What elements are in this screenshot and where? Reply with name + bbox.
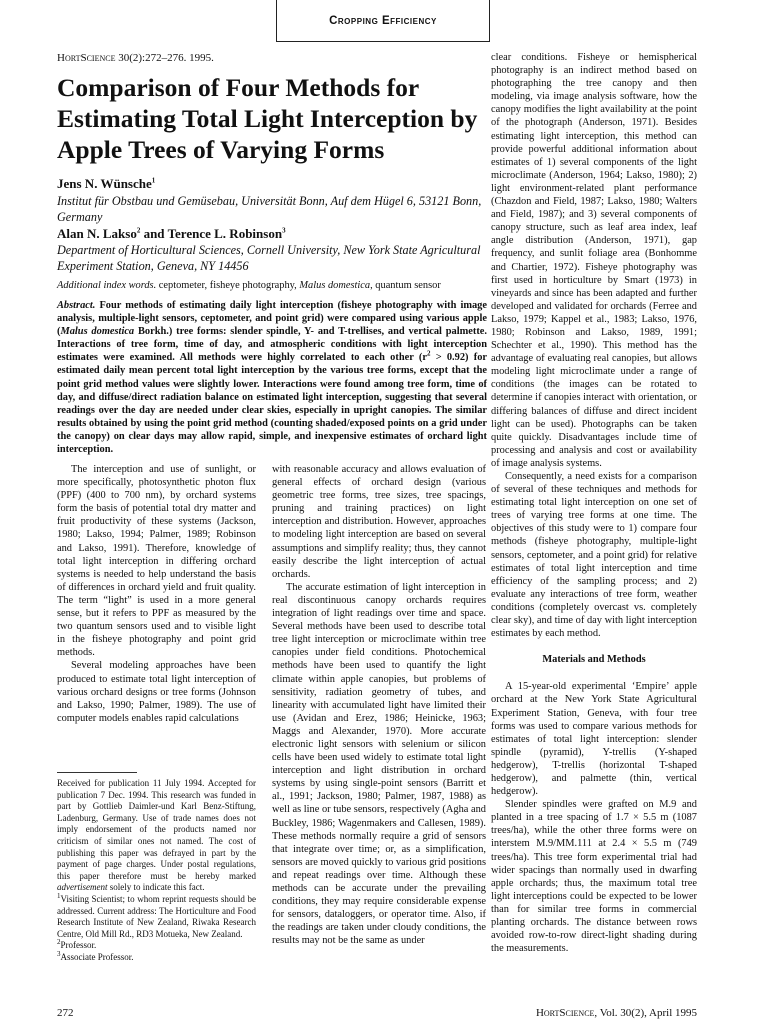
body-paragraph: A 15-year-old experimental ‘Empire’ apple orchard at the New York State Agricultural Experiment Station, Geneva, with four tree forms was used to compare various methods for estimates of total light interception: slender spindle (pyramid), Y-trellis (Y-shaped hedgerow), T-trellis (horizontal T-shaped hedgerow), and palmette (thin, vertical hedgerow). xyxy=(491,681,697,798)
body-paragraph: The accurate estimation of light interception in real discontinuous canopy orchards requires integration of light readings over time and space. Several methods have been used to describe total tree light interception or microclimate within tree canopies under field conditions. Photochemical methods have been used to quantify the light climate within apple canopies, but problems of sensitivity, radiation geometry of tubes, and linearity with accumulated light have limited their use (Avidan and Erez, 1986; Heinicke, 1963; Maggs and Alexander, 1970). More accurate electronic light sensors with selenium or silicon cells have been used widely to estimate total light interception and light distribution in orchard systems by using single-point sensors (Barritt et al., 1991; Jackson, 1980; Palmer, 1987, 1988) as well as line or tube sensors, respectively (Agha and Buckley, 1986; Wagenmakers and Callesen, 1989). These methods normally require a grid of sensors that integrate over time; or, as a simplification, sensors are moved quickly to various grid positions and repeat readings over time. Although these methods can be accurate under the prevailing conditions, they may require considerable expense for sensors, dataloggers, or operator time. Also, if the readings are taken under cloudy conditions, the results may not be the same as under xyxy=(272,581,486,947)
abstract-text: Borkh.) tree forms: slender spindle, Y- and T-trellises, and vertical palmette. Interactions of tree form, time of day, and atmospheric conditions with light interception estimates were examined. All methods were highly correlated to each other (r xyxy=(57,326,487,364)
author-line-2 xyxy=(57,226,286,242)
footnote-rule xyxy=(57,772,137,773)
section-heading: Materials and Methods xyxy=(542,654,646,666)
body-paragraph: clear conditions. Fisheye or hemispherical photography is an indirect method based on photographing the tree canopy and then modeling, via image analysis software, how the canopy modifies the light availability at the point of the photograph (Anderson, 1971). Besides estimating light interception, this method can provide powerful additional information about estimates of 1) several components of the light microclimate (Anderson, 1964; Lakso, 1980); 2) light environment-related plant performance (Chazdon and Field, 1987; Lakso, 1980; Walters and Field, 1987); and 3) several components of canopy structure, such as leaf area index, leaf angle distribution (Anderson, 1971), gap frequency, and sunlit foliage area (Bonhomme and Chartier, 1972). Fisheye photography was first used in horticulture by Smart (1973) in vineyards and since has been adapted and further developed and validated for orchards (Ferree and Lakso, 1979; Kappel et al., 1983; Lakso, 1976, 1980; Robinson and Lakso, 1989, 1991; Schechter et al., 1990). This method has the advantage of evaluating real canopies, but allows modeling light microclimate under a range of conditions (the images can be rotated to determine if canopies interact with orientation, or differing balances of diffuse and direct incident light can be used). Photographs can be taken quite quickly. Disadvantages include time of processing and analysis and cost or availability of image analysis systems. xyxy=(491,52,697,469)
footnote-mark: 2 xyxy=(57,938,61,947)
footnote-1 xyxy=(57,891,256,940)
footnote-italic: advertisement xyxy=(57,882,108,893)
body-paragraph: with reasonable accuracy and allows evaluation of general effects of orchard design (various geometric tree forms, tree sizes, tree spacings, pruning and training practices) on light interception and distribution. However, approaches to modeling light interception are based on several assumptions and simplify reality; thus, they cannot easily describe the light interception of actual orchards. xyxy=(272,464,486,580)
author-name: Terence L. Robinson xyxy=(167,226,283,241)
footnote-text: Visiting Scientist; to whom reprint requests should be addressed. Current address: The Horticulture and Food Research Institute of New Zealand, Riwaka Research Centre, Old Mill Rd., RD3 Motueka, New Zealand. xyxy=(57,893,256,939)
footnote-text: Received for publication 11 July 1994. Accepted for publication 7 Dec. 1994. This research was funded in part by Gottlieb Daimler-und Karl Benz-Stiftung, Ladenburg, Germany. Use of trade names does not imply endorsement of the products named nor criticism of similar ones not named. The cost of publishing this paper was defrayed in part by the payment of page charges. Under postal regulations, this paper therefore must be hereby marked xyxy=(57,778,256,881)
body-paragraph: Consequently, a need exists for a comparison of several of these techniques and methods for estimating total light interception on one set of trees of varying tree forms at one time. The objectives of this study were to 1) compare four methods (fisheye photography, multiple-light sensors, ceptometer, and a point grid) for relative estimates of total light interception and time efficiency of the sampling process; and 2) evaluate any interactions of tree form, weather conditions (completely overcast vs. completely clear sky), and time of day with light interception estimates by each method. xyxy=(491,471,697,640)
body-paragraph: Several modeling approaches have been produced to estimate total light interception of various orchard designs or tree forms (Johnson and Lakso, 1990; Palmer, 1989). The use of computer models enables rapid calculations xyxy=(57,660,256,724)
index-words-species: Malus domestica xyxy=(299,280,371,291)
index-words-text: , quantum sensor xyxy=(370,280,441,291)
affiliation-2: Department of Horticultural Sciences, Cornell University, New York State Agricultural Experiment Station, Geneva, NY 14456 xyxy=(57,243,481,273)
footnote-2 xyxy=(57,940,256,952)
abstract-text: > 0.92) for estimated daily mean percent total light interception by the various tree forms, except that the point grid method values were slightly lower. Interactions were found among tree form, time of day, and diffuse/direct radiation balance on estimated light interception, suggesting that several readings over the day are needed under clear skies, especially in upright canopies. The similar results obtained by using the point grid method (counting shaded/exposed points on a grid under the canopy) on clear days may allow rapid, simple, and inexpensive estimates of orchard light interception. xyxy=(57,352,487,456)
author-mark: 2 xyxy=(136,226,141,235)
abstract-lead: Abstract. xyxy=(57,300,96,311)
citation-line xyxy=(57,52,214,64)
author-mark: 3 xyxy=(282,226,286,235)
author-joiner: and xyxy=(140,226,168,241)
author-mark: 1 xyxy=(151,176,156,185)
index-words-label: Additional index words. xyxy=(57,280,157,291)
abstract-species: Malus domestica xyxy=(60,326,135,338)
index-words xyxy=(57,280,487,291)
footnote-received xyxy=(57,778,256,894)
running-footer xyxy=(480,1007,697,1019)
footnote-text: solely to indicate this fact. xyxy=(107,882,205,893)
footnote-mark: 3 xyxy=(57,949,61,958)
author-name: Jens N. Wünsche xyxy=(57,176,152,191)
footnotes xyxy=(57,778,256,964)
section-label: Cropping Efficiency xyxy=(329,14,437,27)
article-title: Comparison of Four Methods for Estimating Total Light Interception by Apple Trees of Varying Forms xyxy=(57,73,478,164)
footnote-mark: 1 xyxy=(57,891,61,900)
citation-details: 30(2):272–276. 1995. xyxy=(115,52,214,64)
citation-journal: HortScience xyxy=(57,52,116,64)
abstract-text: Four methods of estimating daily light interception (fisheye photography with image analysis, multiple-light sensors, ceptometer, and point grid) were compared using various apple ( xyxy=(57,300,487,338)
footnote-text: Professor. xyxy=(60,940,97,951)
abstract-sup: 2 xyxy=(426,349,431,358)
footnote-text: Associate Professor. xyxy=(60,951,134,962)
body-paragraph: The interception and use of sunlight, or more specifically, photosynthetic photon flux (PPF) (400 to 700 nm), by orchard systems form the basis of potential total dry matter and fruit productivity of these systems (Jackson, 1980; Lakso, 1994; Palmer, 1989; Robinson and Lakso, 1991). Therefore, knowledge of total light interception in differing orchard systems is needed to help understand the basis of differences in orchard yield and fruit quality. The term “light” is used in a more general sense, but it refers to PPF as measured by the two quantum sensors used and to visible light in the fisheye photography and point grid methods. xyxy=(57,464,256,659)
affiliation-1: Institut für Obstbau und Gemüsebau, Universität Bonn, Auf dem Hügel 6, 53121 Bonn, Germany xyxy=(57,194,482,224)
author-name: Alan N. Lakso xyxy=(57,226,137,241)
section-header xyxy=(276,0,490,42)
abstract xyxy=(57,299,487,456)
footnote-3 xyxy=(57,949,256,964)
page-number: 272 xyxy=(57,1007,74,1019)
author-line-1 xyxy=(57,176,155,192)
index-words-text: ceptometer, fisheye photography, xyxy=(156,280,300,291)
column-3 xyxy=(491,51,697,955)
footer-issue: , Vol. 30(2), April 1995 xyxy=(594,1007,697,1019)
column-1 xyxy=(57,463,256,725)
footer-journal: HortScience xyxy=(535,1007,595,1019)
body-paragraph: Slender spindles were grafted on M.9 and planted in a tree spacing of 1.7 × 5.5 m (1087 trees/ha), while the other three forms were on interstem M.9/MM.111 at 2.4 × 5.5 m (749 trees/ha). This tree form experimental trial had wider spacings than normally used in dwarfing apple orchards; thus, the maximum total tree light interceptions could be expected to be lower than for similar tree forms in commercial planting orchards. The distance between rows avoided row-to-row direct-light shading during the measurements. xyxy=(491,799,697,955)
column-2 xyxy=(272,463,486,947)
